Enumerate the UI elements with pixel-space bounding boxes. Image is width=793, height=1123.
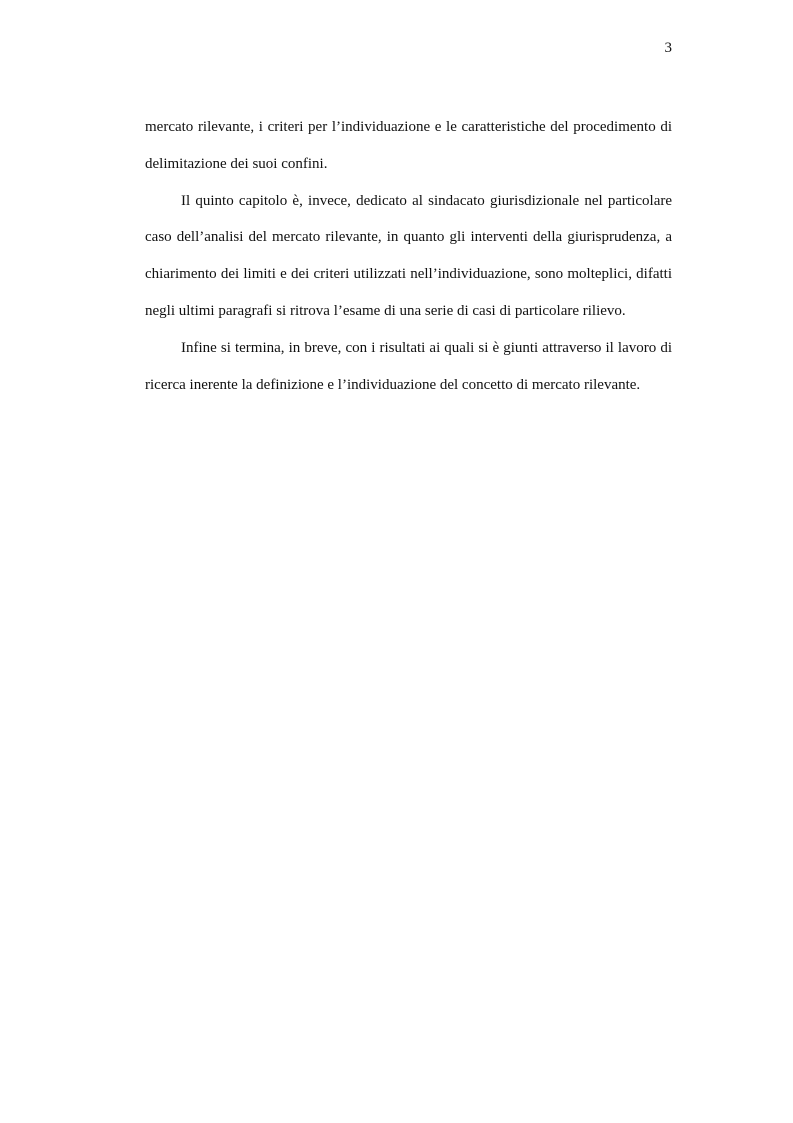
paragraph-continuation: mercato rilevante, i criteri per l’individuazione e le caratteristiche del procedimento di delimitazione dei suoi confini.	[145, 119, 672, 172]
page-number: 3	[664, 40, 672, 56]
paragraph-conclusion: Infine si termina, in breve, con i risultati ai quali si è giunti attraverso il lavoro di ricerca inerente la definizione e l’individuazione del concetto di mercato rilevante.	[145, 339, 672, 393]
body-text	[145, 109, 672, 403]
paragraph-fifth-chapter: Il quinto capitolo è, invece, dedicato al sindacato giurisdizionale nel particolare caso dell’analisi del mercato rilevante, in quanto gli interventi della giurisprudenza, a chiarimento dei limiti e dei criteri utilizzati nell’individuazione, sono molteplici, difatti negli ultimi paragrafi si ritrova l’esame di una serie di casi di particolare rilievo.	[145, 192, 672, 319]
